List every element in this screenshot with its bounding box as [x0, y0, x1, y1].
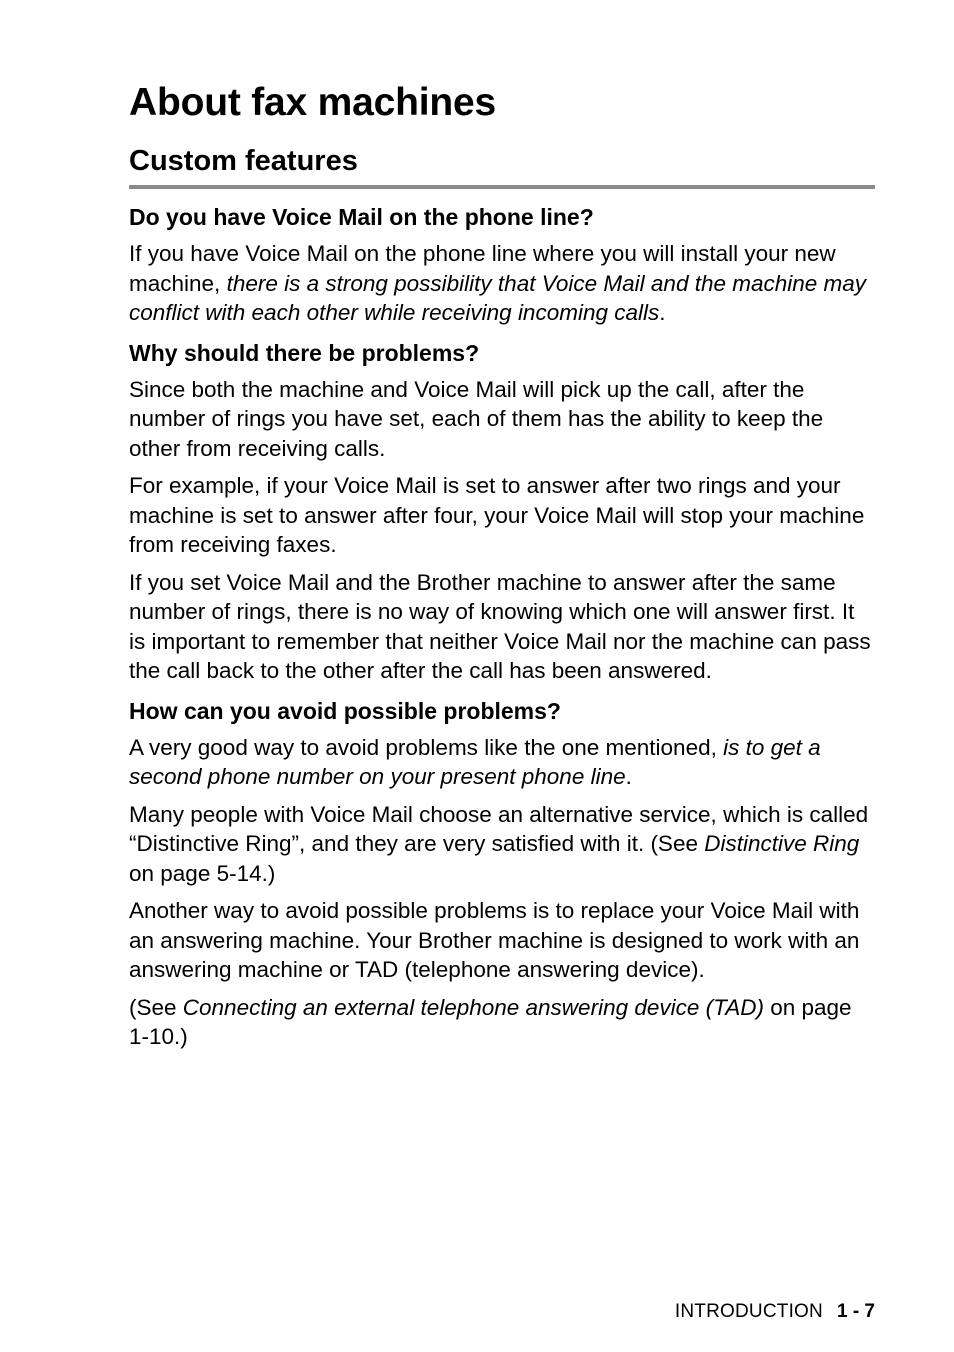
section-heading: Custom features [129, 142, 875, 189]
cross-reference-link: Distinctive Ring [704, 831, 860, 856]
paragraph: Another way to avoid possible problems is to replace your Voice Mail with an answering machine. Your Brother machine is designed to work with an answering machine or TAD (telephone answering device). [129, 898, 860, 982]
page-content [129, 78, 875, 1052]
page-footer [675, 1300, 875, 1324]
paragraph: For example, if your Voice Mail is set to answer after two rings and your machine is set to answer after four, your Voice Mail will stop your machine from receiving faxes. [129, 473, 865, 557]
page-title: About fax machines [129, 81, 496, 124]
paragraph: (See Connecting an external telephone answering device (TAD) on page 1-10.) [129, 994, 852, 1049]
paragraph: If you have Voice Mail on the phone line where you will install your new machine, there is a strong possibility that Voice Mail and the machine may conflict with each other while receiving incoming calls. [129, 241, 867, 325]
subheading-why-problems: Why should there be problems? [129, 339, 480, 366]
paragraph: If you set Voice Mail and the Brother machine to answer after the same number of rings, there is no way of knowing which one will answer first. It is important to remember that neither Voice Mail nor the machine can pass the call back to the other after the call has been answered. [129, 569, 871, 683]
footer-section-label: INTRODUCTION [674, 1301, 823, 1322]
paragraph: A very good way to avoid problems like the one mentioned, is to get a second phone number on your present phone line. [129, 734, 821, 789]
paragraph: Since both the machine and Voice Mail will pick up the call, after the number of rings you have set, each of them has the ability to keep the other from receiving calls. [129, 376, 824, 461]
page-number: 1 - 7 [836, 1301, 875, 1322]
subheading-voice-mail: Do you have Voice Mail on the phone line? [129, 204, 594, 230]
cross-reference-link: Connecting an external telephone answering device (TAD) [182, 994, 764, 1020]
subheading-avoid-problems: How can you avoid possible problems? [129, 697, 561, 724]
paragraph: Many people with Voice Mail choose an alternative service, which is called “Distinctive Ring”, and they are very satisfied with it. (See Distinctive Ring on page 5-14.) [129, 801, 869, 886]
